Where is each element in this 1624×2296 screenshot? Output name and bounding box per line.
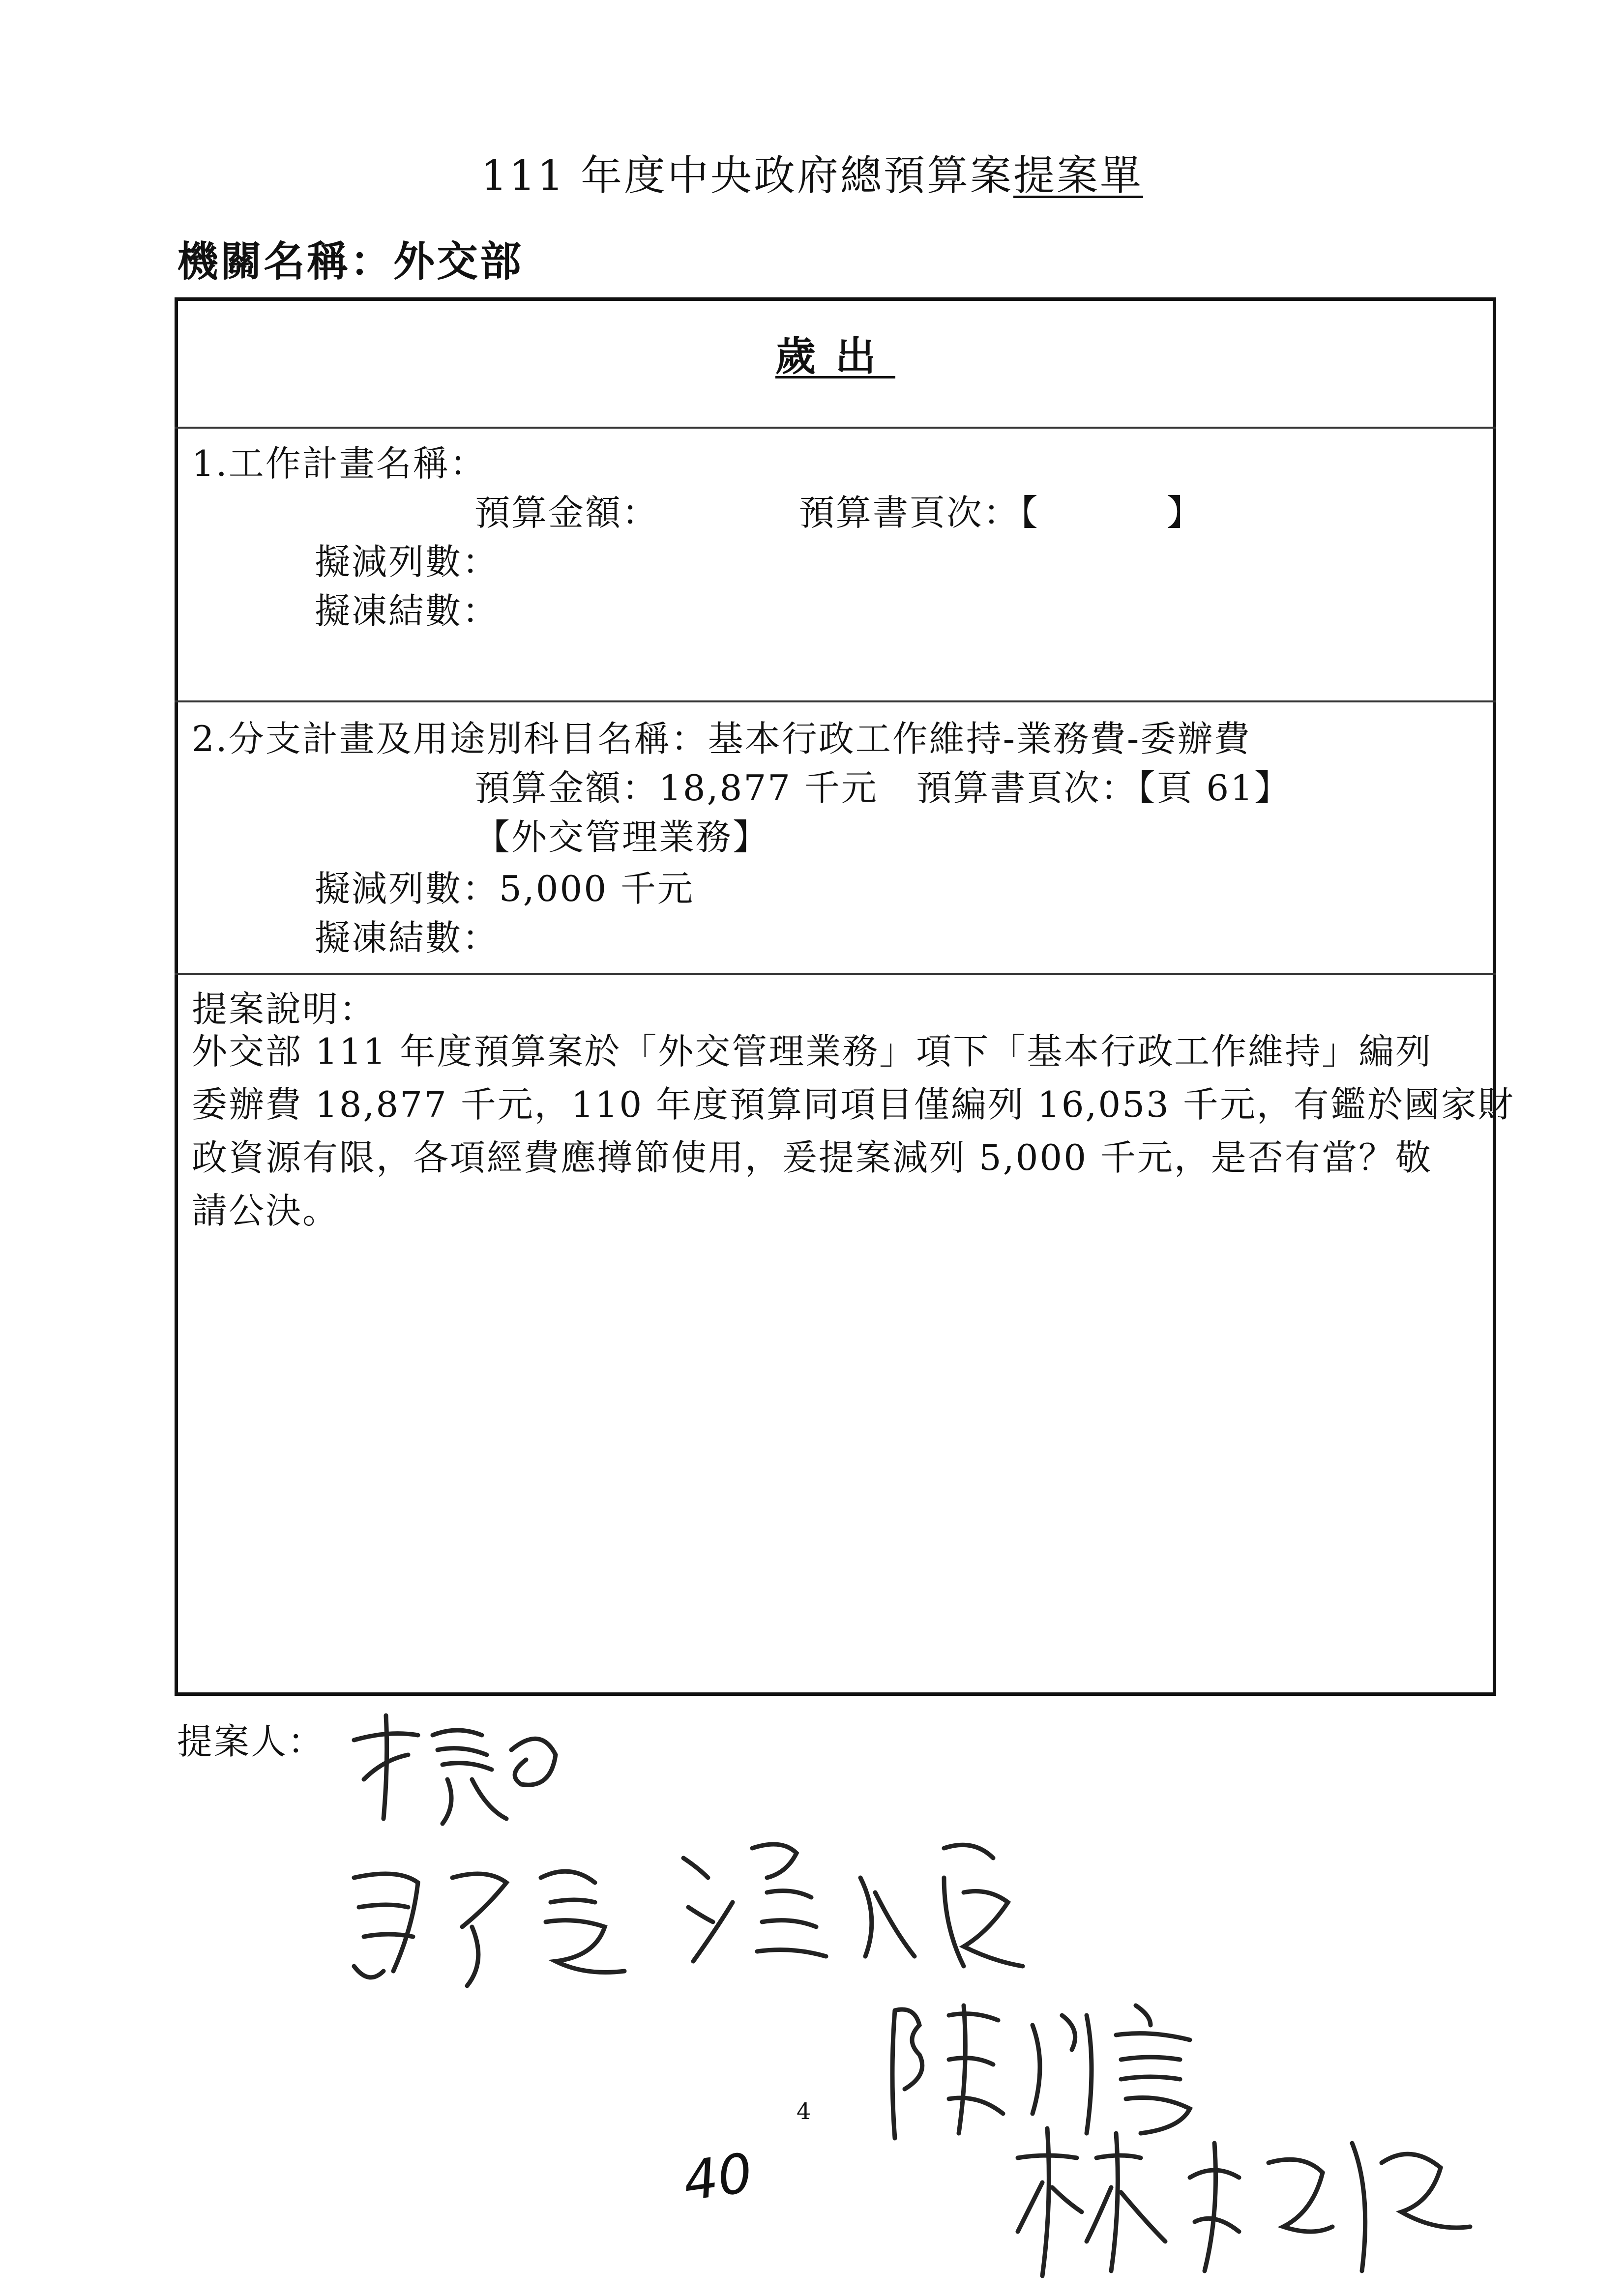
title-prefix: 111 年度中央政府總預算案 (480, 151, 1014, 200)
item2-budget-line: 預算金額：18,877 千元 預算書頁次：【頁 61】 (474, 767, 1291, 809)
explanation-label: 提案說明： (192, 988, 377, 1030)
page-number: 4 (797, 2098, 811, 2124)
divider (175, 427, 1496, 429)
signature-ma (339, 1848, 683, 1998)
signature-lin (1008, 2114, 1480, 2283)
item2-reduction: 擬減列數：5,000 千元 (315, 868, 695, 909)
item2-program: 【外交管理業務】 (474, 816, 770, 858)
explanation-text (192, 1025, 1515, 1237)
explanation-line: 外交部 111 年度預算案於「外交管理業務」項下「基本行政工作維持」編列 (192, 1031, 1433, 1072)
document-title (0, 143, 1624, 202)
handwritten-number: 40 (679, 2141, 757, 2213)
item1-budget-line: 預算金額： 預算書頁次：【 】 (474, 492, 1204, 533)
item1-heading: 1.工作計畫名稱： (192, 443, 487, 484)
divider (175, 700, 1496, 702)
signature-wen (669, 1819, 1033, 1983)
item1-reduction: 擬減列數： (315, 541, 500, 582)
proposer-label: 提案人： (177, 1721, 325, 1762)
explanation-line: 請公決。 (192, 1190, 340, 1231)
item1-freeze: 擬凍結數： (315, 590, 500, 632)
title-underlined: 提案單 (1013, 151, 1144, 200)
item2-heading: 2.分支計畫及用途別科目名稱：基本行政工作維持-業務費-委辦費 (192, 718, 1251, 759)
divider (175, 973, 1496, 975)
signature-li (344, 1706, 570, 1835)
explanation-line: 委辦費 18,877 千元，110 年度預算同項目僅編列 16,053 千元，有鑑於國家財 (192, 1084, 1515, 1125)
section-header-text: 歲出 (775, 333, 895, 380)
section-header (175, 324, 1496, 382)
explanation-line: 政資源有限，各項經費應撙節使用，爰提案減列 5,000 千元，是否有當？敬 (192, 1137, 1432, 1178)
agency-name: 機關名稱：外交部 (177, 237, 524, 286)
item2-freeze: 擬凍結數： (315, 917, 500, 959)
